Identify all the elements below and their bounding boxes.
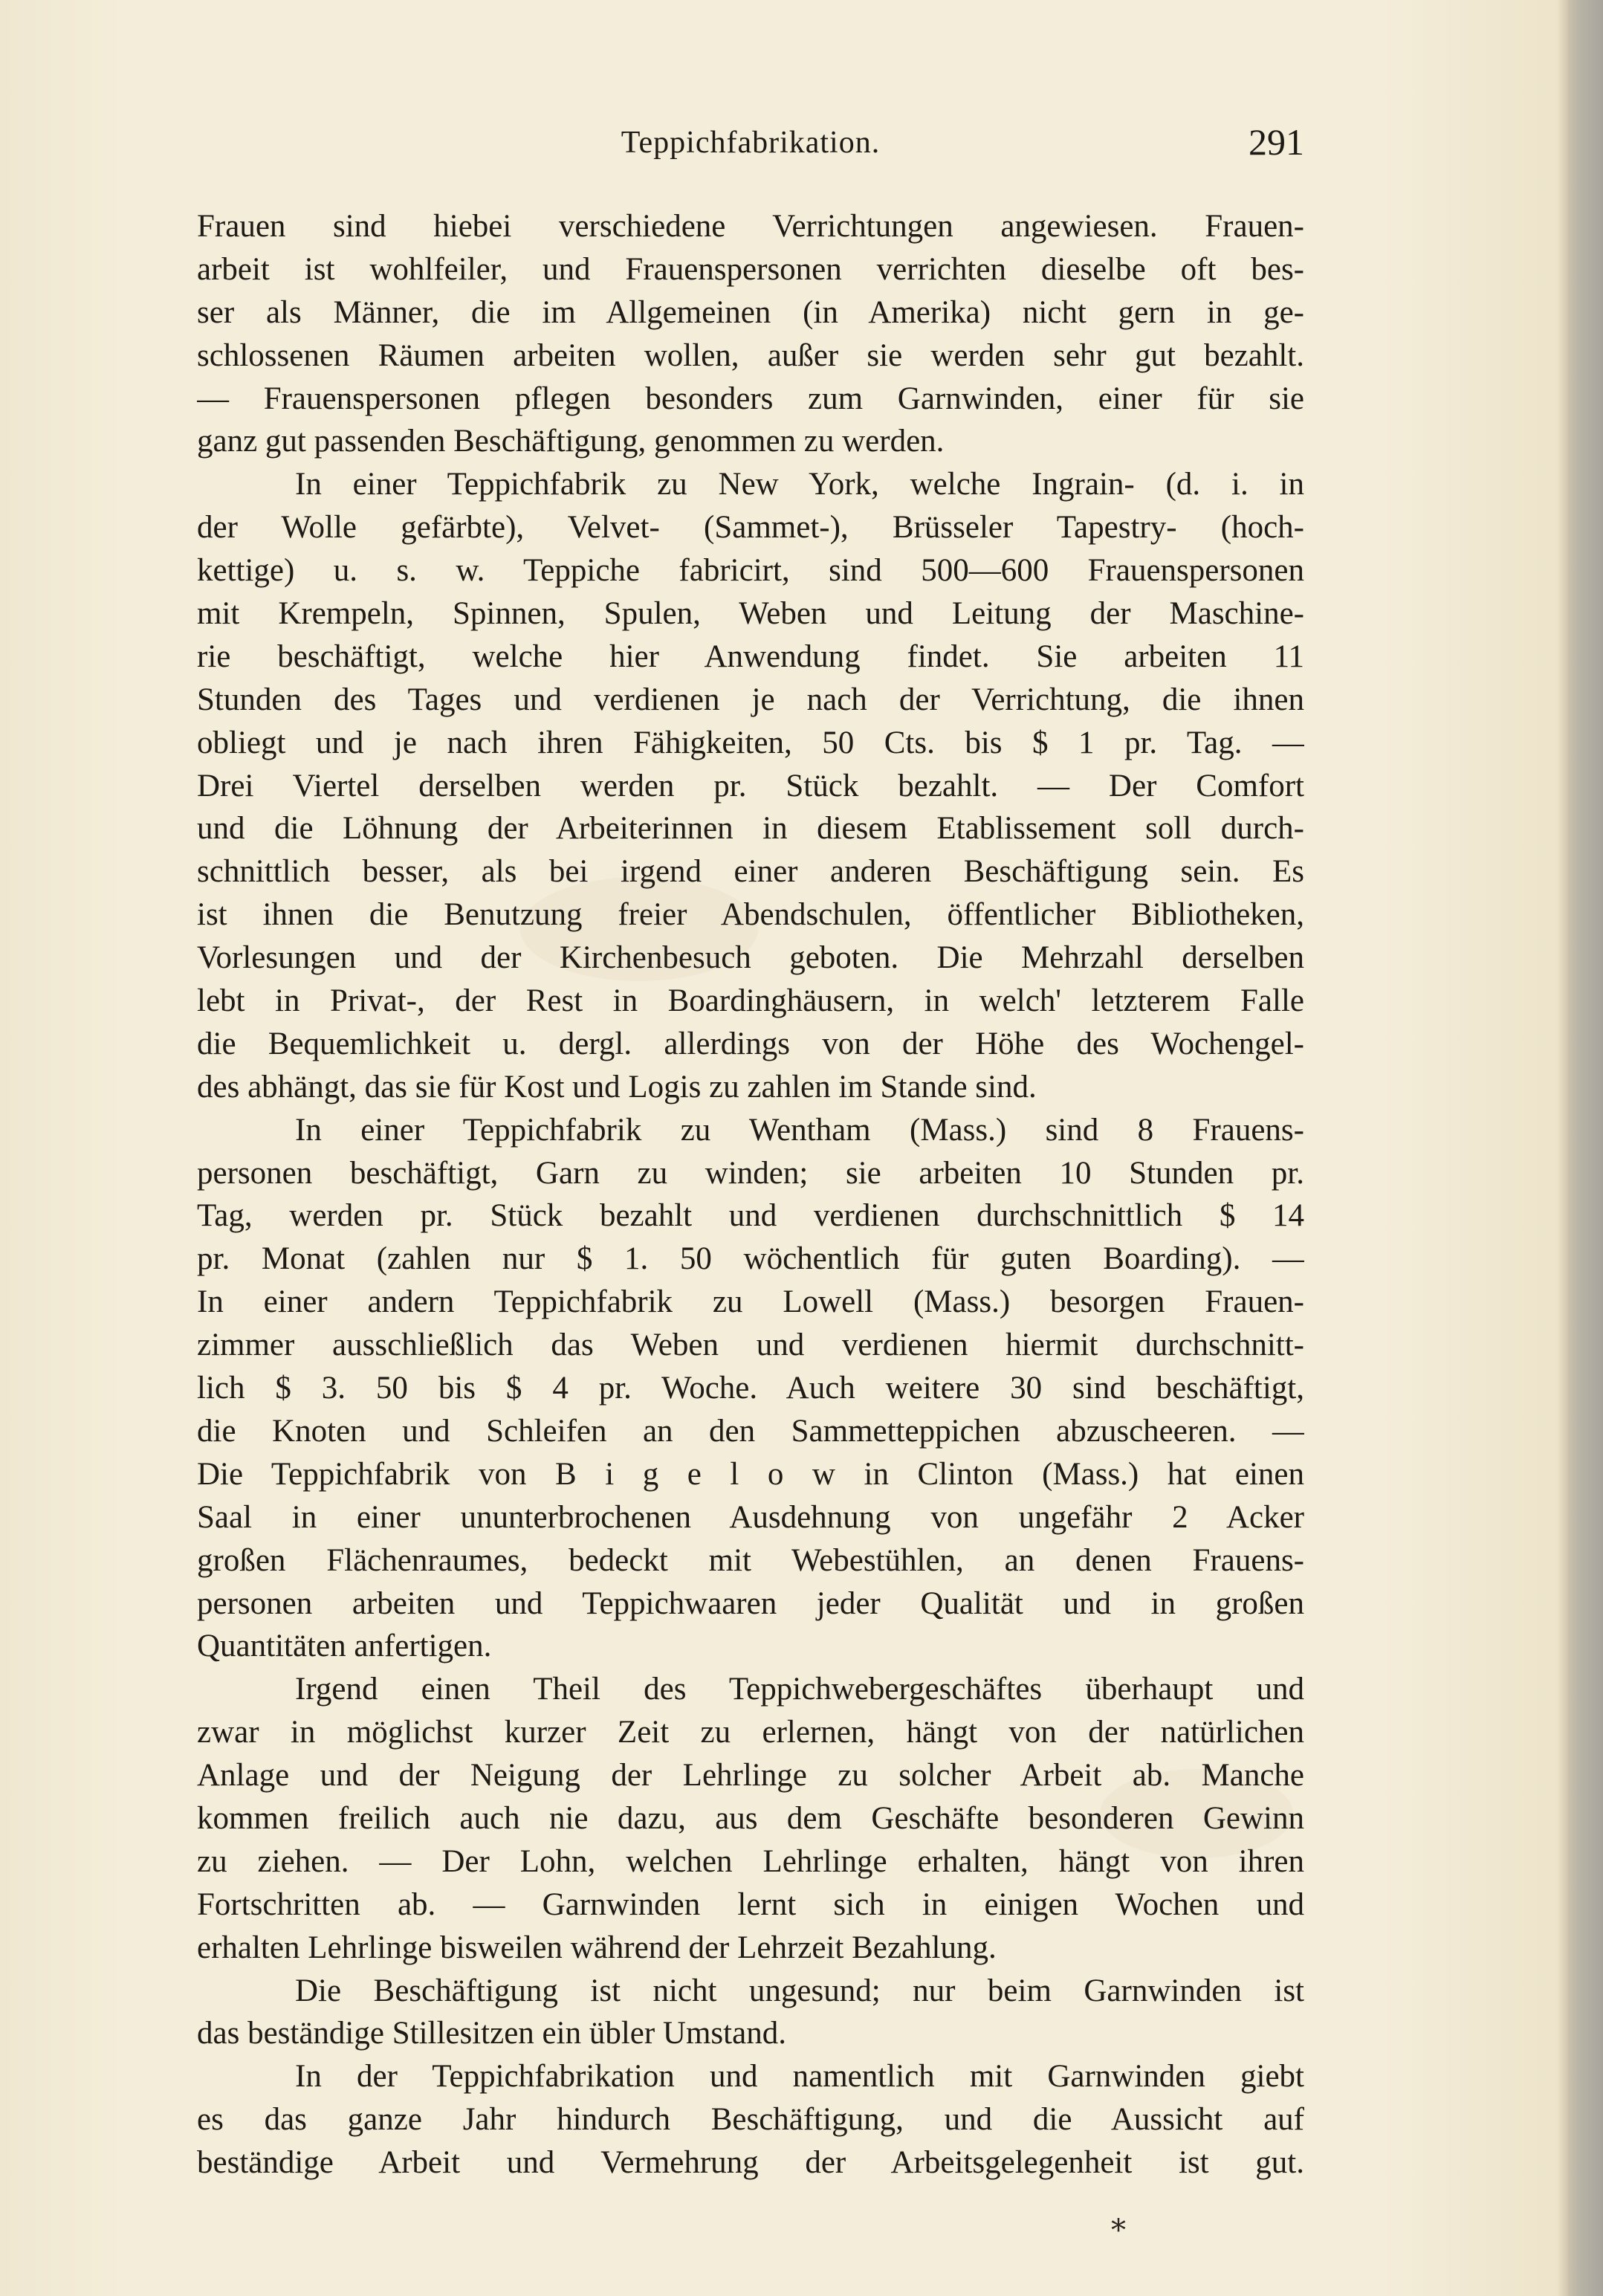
text-line: Anlage und der Neigung der Lehrlinge zu solcher Arbeit ab. Manche: [197, 1758, 1304, 1794]
text-line: erhalten Lehrlinge bisweilen während der Lehrzeit Bezahlung.: [197, 1930, 997, 1965]
text-line: — Frauenspersonen pflegen besonders zum Garnwinden, einer für sie: [197, 381, 1304, 416]
text-line: Frauen sind hiebei verschiedene Verrichtungen angewiesen. Frauen-: [197, 209, 1304, 244]
text-line: In einer Teppichfabrik zu New York, welche Ingrain- (d. i. in: [295, 467, 1304, 502]
page-edge: [1568, 0, 1603, 2296]
text-line: arbeit ist wohlfeiler, und Frauenspersonen verrichten dieselbe oft bes-: [197, 251, 1304, 287]
text-line: ser als Männer, die im Allgemeinen (in Amerika) nicht gern in ge-: [197, 294, 1304, 330]
section-ornament: *: [1111, 2213, 1126, 2248]
text-line: zu ziehen. — Der Lohn, welchen Lehrlinge erhalten, hängt von ihren: [197, 1843, 1304, 1879]
text-line: Irgend einen Theil des Teppichwebergeschäftes überhaupt und: [295, 1672, 1304, 1707]
text-line: Vorlesungen und der Kirchenbesuch geboten. Die Mehrzahl derselben: [197, 940, 1304, 976]
text-line: Fortschritten ab. — Garnwinden lernt sich in einigen Wochen und: [197, 1886, 1304, 1922]
text-line: die Bequemlichkeit u. dergl. allerdings von der Höhe des Wochengel-: [197, 1026, 1304, 1061]
text-line: lich $ 3. 50 bis $ 4 pr. Woche. Auch weitere 30 sind beschäftigt,: [197, 1371, 1304, 1406]
text-line: rie beschäftigt, welche hier Anwendung findet. Sie arbeiten 11: [197, 638, 1304, 674]
text-line: Drei Viertel derselben werden pr. Stück bezahlt. — Der Comfort: [197, 768, 1304, 803]
text-line: Quantitäten anfertigen.: [197, 1629, 492, 1664]
text-line: schlossenen Räumen arbeiten wollen, außer sie werden sehr gut bezahlt.: [197, 337, 1304, 373]
text-line: ganz gut passenden Beschäftigung, genommen zu werden.: [197, 424, 945, 459]
text-line: pr. Monat (zahlen nur $ 1. 50 wöchentlich für guten Boarding). —: [197, 1241, 1304, 1277]
text-line: ist ihnen die Benutzung freier Abendschulen, öffentlicher Bibliotheken,: [197, 897, 1304, 933]
text-line: und die Löhnung der Arbeiterinnen in diesem Etablissement soll durch-: [197, 811, 1304, 847]
text-line: kettige) u. s. w. Teppiche fabricirt, sind 500—600 Frauenspersonen: [197, 553, 1304, 589]
text-line: personen beschäftigt, Garn zu winden; sie arbeiten 10 Stunden pr.: [197, 1155, 1304, 1191]
text-line: kommen freilich auch nie dazu, aus dem Geschäfte besonderen Gewinn: [197, 1800, 1304, 1836]
text-line: beständige Arbeit und Vermehrung der Arbeitsgelegenheit ist gut.: [197, 2145, 1304, 2181]
text-line: In einer andern Teppichfabrik zu Lowell (Mass.) besorgen Frauen-: [197, 1284, 1304, 1320]
text-line: des abhängt, das sie für Kost und Logis zu zahlen im Stande sind.: [197, 1069, 1037, 1105]
text-line: Die Beschäftigung ist nicht ungesund; nur beim Garnwinden ist: [295, 1973, 1304, 2008]
page-edge-shadow: [1557, 0, 1568, 2296]
text-line: obliegt und je nach ihren Fähigkeiten, 50 Cts. bis $ 1 pr. Tag. —: [197, 725, 1304, 760]
text-line: mit Krempeln, Spinnen, Spulen, Weben und Leitung der Maschine-: [197, 596, 1304, 632]
text-line: lebt in Privat-, der Rest in Boardinghäusern, in welch' letzterem Falle: [197, 983, 1304, 1019]
text-line: schnittlich besser, als bei irgend einer anderen Beschäftigung sein. Es: [197, 854, 1304, 890]
text-line: die Knoten und Schleifen an den Sammetteppichen abzuscheeren. —: [197, 1413, 1304, 1449]
text-line: zimmer ausschließlich das Weben und verdienen hiermit durchschnitt-: [197, 1328, 1304, 1363]
text-line: Die Teppichfabrik von B i g e l o w in Clinton (Mass.) hat einen: [197, 1456, 1304, 1492]
text-line: In einer Teppichfabrik zu Wentham (Mass.) sind 8 Frauens-: [295, 1112, 1304, 1148]
body-text: [197, 205, 1304, 2185]
text-line: es das ganze Jahr hindurch Beschäftigung, und die Aussicht auf: [197, 2102, 1304, 2138]
text-line: der Wolle gefärbte), Velvet- (Sammet-), Brüsseler Tapestry- (hoch-: [197, 510, 1304, 546]
text-line: zwar in möglichst kurzer Zeit zu erlernen, hängt von der natürlichen: [197, 1715, 1304, 1750]
page-header: [197, 121, 1304, 172]
text-line: großen Flächenraumes, bedeckt mit Webestühlen, an denen Frauens-: [197, 1542, 1304, 1578]
page-number: 291: [1249, 121, 1304, 163]
running-head: Teppichfabrikation.: [621, 126, 881, 160]
text-line: In der Teppichfabrikation und namentlich mit Garnwinden giebt: [295, 2059, 1304, 2095]
text-line: Stunden des Tages und verdienen je nach der Verrichtung, die ihnen: [197, 682, 1304, 717]
text-line: Saal in einer ununterbrochenen Ausdehnung von ungefähr 2 Acker: [197, 1499, 1304, 1535]
text-line: personen arbeiten und Teppichwaaren jeder Qualität und in großen: [197, 1585, 1304, 1621]
text-line: Tag, werden pr. Stück bezahlt und verdienen durchschnittlich $ 14: [197, 1198, 1304, 1234]
text-line: das beständige Stillesitzen ein übler Umstand.: [197, 2016, 786, 2051]
